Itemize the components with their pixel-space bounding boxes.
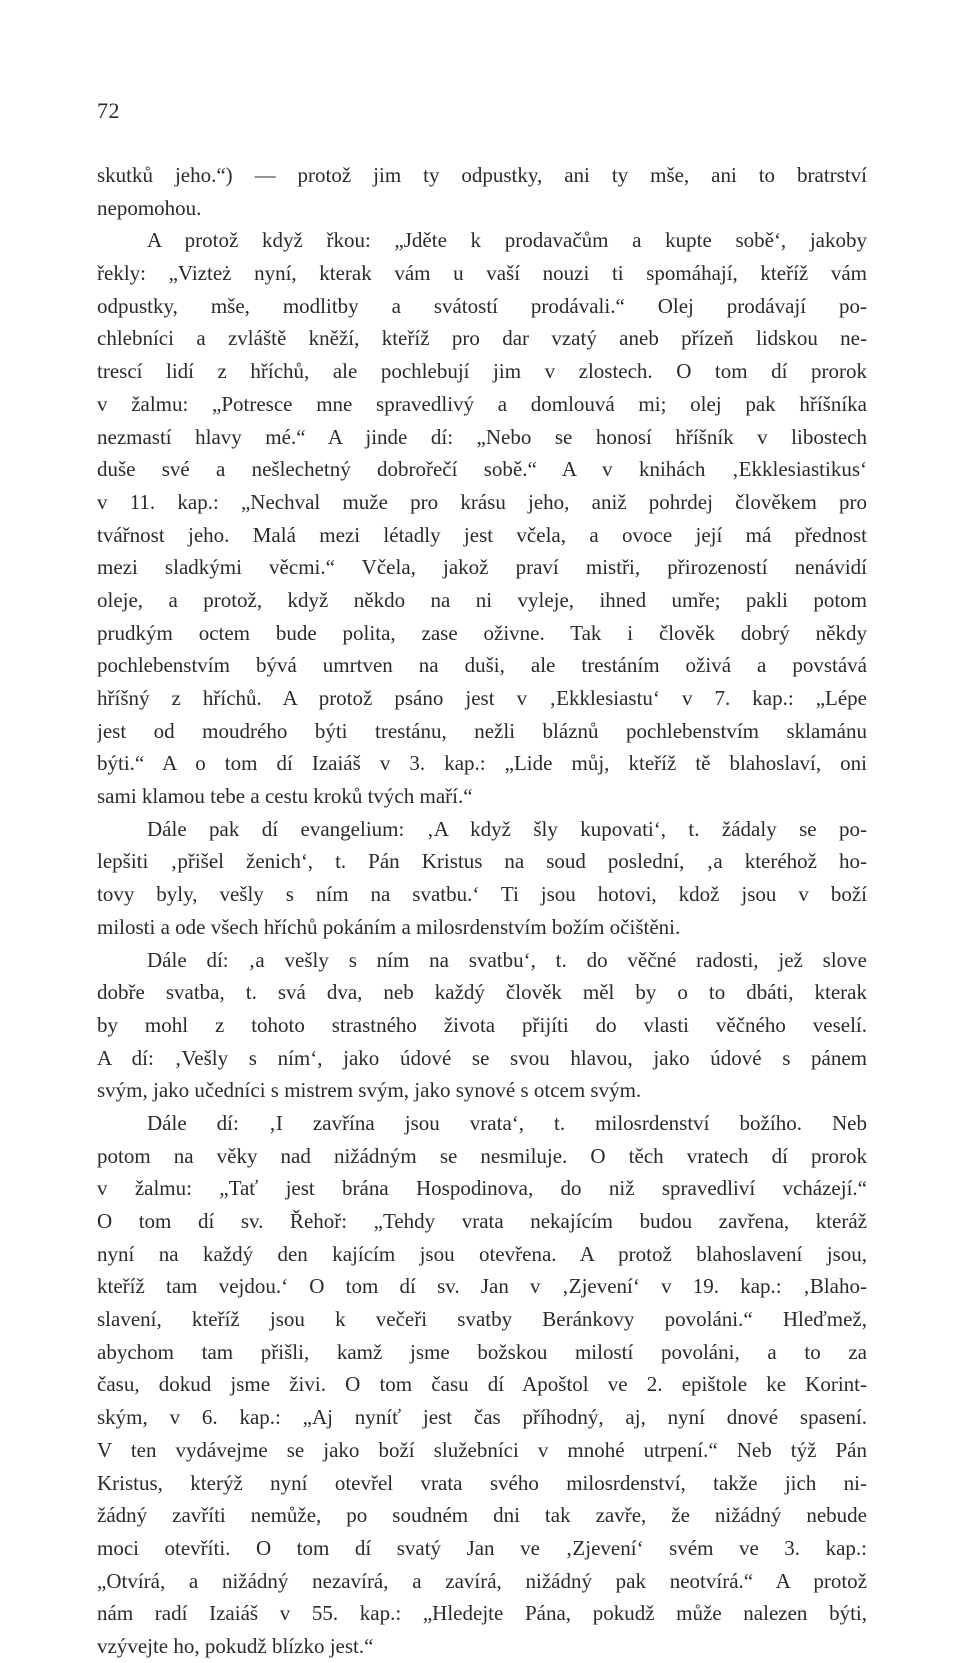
text-line: slavení, kteříž jsou k večeři svatby Beránkovy povoláni.“ Hleďmež, — [97, 1307, 867, 1332]
text-line: nezmastí hlavy mé.“ A jinde dí: „Nebo se honosí hříšník v libostech — [97, 424, 867, 449]
text-line: V ten vydávejme se jako boží služebníci v mnohé utrpení.“ Neb týž Pán — [97, 1437, 867, 1462]
text-line: svým, jako učedníci s mistrem svým, jako synové s otcem svým. — [97, 1078, 642, 1103]
text-line: O tom dí sv. Řehoř: „Tehdy vrata nekajícím budou zavřena, kteráž — [97, 1209, 867, 1233]
text-line: lepšiti ‚přišel ženich‘, t. Pán Kristus na soud poslední, ‚a kteréhož ho- — [97, 849, 867, 874]
text-line: duše své a nešlechetný dobrořečí sobě.“ A v knihách ‚Ekklesiastikus‘ — [97, 457, 867, 482]
text-line: dobře svatba, t. svá dva, neb každý člověk měl by o to dbáti, kterak — [97, 980, 867, 1005]
text-line: nepomohou. — [97, 195, 202, 220]
text-line: nám radí Izaiáš v 55. kap.: „Hledejte Pána, pokudž může nalezen býti, — [97, 1601, 867, 1626]
text-line: potom na věky nad nižádným se nesmiluje. O těch vratech dí prorok — [97, 1143, 867, 1168]
text-line: milosti a ode všech hříchů pokáním a milosrdenstvím božím očištěni. — [97, 914, 681, 939]
text-line: řekly: „Vizteż nyní, kterak vám u vaší nouzi ti spomáhají, kteříž vám — [97, 261, 867, 286]
text-line: jest od moudrého býti trestánu, nežli bláznů pochlebenstvím sklamánu — [97, 718, 867, 743]
text-line: Dále dí: ‚a vešly s ním na svatbu‘, t. do věčné radosti, jež slove — [147, 947, 867, 972]
text-line: tvářnost jeho. Malá mezi létadly jest včela, a ovoce její má přednost — [97, 522, 867, 547]
text-line: kteříž tam vejdou.‘ O tom dí sv. Jan v ‚Zjevení‘ v 19. kap.: ‚Blaho- — [97, 1274, 867, 1299]
text-line: v žalmu: „Potresce mne spravedlivý a domlouvá mi; olej pak hříšníka — [97, 391, 867, 416]
text-line: hříšný z hříchů. A protož psáno jest v ‚Ekklesiastu‘ v 7. kap.: „Lépe — [97, 686, 867, 710]
text-line: nyní na každý den kajícím jsou otevřena. A protož blahoslavení jsou, — [97, 1241, 867, 1266]
text-line: v 11. kap.: „Nechval muže pro krásu jeho, aniž pohrdej člověkem pro — [97, 489, 867, 514]
text-line: žádný zavříti nemůže, po soudném dni tak zavře, že nižádný nebude — [97, 1503, 867, 1528]
text-line: „Otvírá, a nižádný nezavírá, a zavírá, nižádný pak neotvírá.“ A protož — [97, 1568, 867, 1593]
body-text — [97, 159, 867, 1663]
text-line: skutků jeho.“) — protož jim ty odpustky, ani ty mše, ani to bratrství — [97, 163, 867, 187]
text-line: abychom tam přišli, kamž jsme božskou milostí povoláni, a to za — [97, 1339, 867, 1364]
text-line: sami klamou tebe a cestu kroků tvých maří.“ — [97, 784, 473, 809]
text-line: mezi sladkými věcmi.“ Včela, jakož praví mistři, přirozeností nenávidí — [97, 555, 867, 580]
text-line: odpustky, mše, modlitby a svátostí prodávali.“ Olej prodávají po- — [97, 293, 867, 318]
text-line: tovy byly, vešly s ním na svatbu.‘ Ti jsou hotovi, kdož jsou v boží — [97, 882, 867, 907]
text-line: času, dokud jsme živi. O tom času dí Apoštol ve 2. epištole ke Korint- — [97, 1372, 867, 1397]
text-line: by mohl z tohoto strastného života přijíti do vlasti věčného veselí. — [97, 1012, 867, 1037]
text-line: chlebníci a zvláště kněží, kteříž pro dar vzatý aneb přízeň lidskou ne- — [97, 326, 867, 351]
text-line: prudkým octem bude polita, zase oživne. Tak i člověk dobrý někdy — [97, 620, 867, 645]
text-line: oleje, a protož, když někdo na ni vyleje, ihned umře; pakli potom — [97, 587, 867, 612]
text-line: A dí: ‚Vešly s ním‘, jako údové se svou hlavou, jako údové s pánem — [97, 1045, 867, 1070]
text-line: ským, v 6. kap.: „Aj nyníť jest čas příhodný, aj, nyní dnové spasení. — [97, 1405, 867, 1430]
text-line: Kristus, kterýž nyní otevřel vrata svého milosrdenství, takže jich ni- — [97, 1470, 867, 1495]
text-line: býti.“ A o tom dí Izaiáš v 3. kap.: „Lide můj, kteříž tě blahoslaví, oni — [97, 751, 867, 776]
text-line: Dále dí: ‚I zavřína jsou vrata‘, t. milosrdenství božího. Neb — [147, 1110, 867, 1135]
text-line: moci otevříti. O tom dí svatý Jan ve ‚Zjevení‘ svém ve 3. kap.: — [97, 1535, 867, 1560]
text-line: vzývejte ho, pokudž blízko jest.“ — [97, 1633, 374, 1658]
text-line: A protož když řkou: „Jděte k prodavačům a kupte sobě‘, jakoby — [147, 228, 867, 253]
text-line: v žalmu: „Tať jest brána Hospodinova, do niž spravedliví vcházejí.“ — [97, 1176, 867, 1201]
page-number: 72 — [97, 98, 120, 123]
text-line: trescí lidí z hříchů, ale pochlebují jim v zlostech. O tom dí prorok — [97, 359, 867, 384]
text-line: Dále pak dí evangelium: ‚A když šly kupovati‘, t. žádaly se po- — [147, 816, 867, 841]
text-line: pochlebenstvím bývá umrtven na duši, ale trestáním oživá a povstává — [97, 653, 867, 678]
